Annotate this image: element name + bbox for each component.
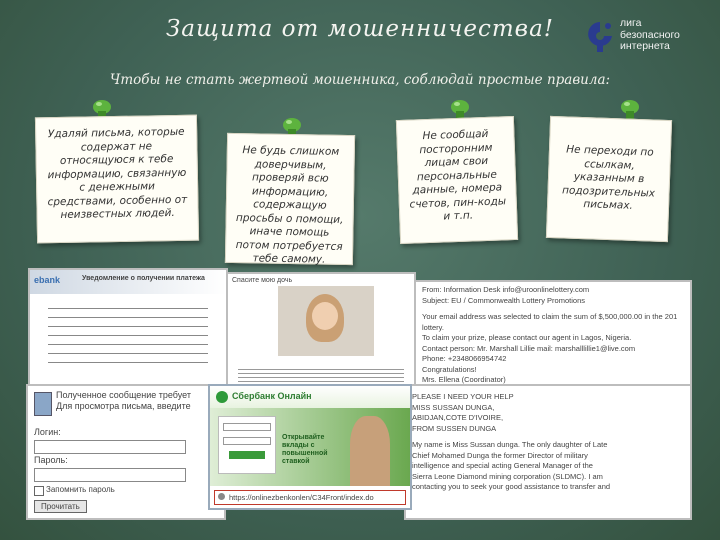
logo-text xyxy=(620,18,680,53)
help-scam-email-screenshot xyxy=(404,384,692,520)
login-label: Логин: xyxy=(34,427,61,437)
rule-note-1: Удаляй письма, которые содержат не относящуюся к тебе информацию, связанную с денежными средствами, особенно от неизвестных людей. xyxy=(35,115,199,244)
rule-note-4: Не переходи по ссылкам, указанным в подозрительных письмах. xyxy=(546,116,672,242)
logo xyxy=(584,14,694,62)
liga-logo-icon xyxy=(584,18,616,54)
page-subtitle: Чтобы не стать жертвой мошенника, соблюдай простые правила: xyxy=(109,72,611,88)
bank-letter-heading: Уведомление о получении платежа xyxy=(82,275,205,282)
phishing-url-bar[interactable] xyxy=(214,490,406,505)
lottery-email-screenshot xyxy=(414,280,692,388)
bank-letter-screenshot xyxy=(28,268,228,388)
fake-sberbank-screenshot xyxy=(208,384,412,510)
sberbank-login-box xyxy=(218,416,276,474)
login-message-line-2: Для просмотра письма, введите xyxy=(56,401,191,411)
remember-checkbox[interactable] xyxy=(34,486,44,496)
site-icon xyxy=(218,493,225,500)
logo-line-2: безопасного xyxy=(620,28,680,41)
login-input[interactable] xyxy=(34,440,186,454)
password-input[interactable] xyxy=(34,468,186,482)
photo xyxy=(278,286,374,356)
page-title: Защита от мошенничества! xyxy=(165,16,555,42)
phishing-login-screenshot xyxy=(26,384,226,520)
remember-label: Запомнить пароль xyxy=(46,485,115,494)
read-button[interactable]: Прочитать xyxy=(34,500,87,513)
lottery-email-text: From: Information Desk info@uroonlinelottery.com Subject: EU / Commonwealth Lottery Promotions Your email address was selected to claim the sum of $,500,000.00 in the 201 lottery. To claim your prize, please contact our agent in Lagos, Nigeria. Contact person: Mr. Marshall Lillie mail: marshalllillie1@live.com Phone: +2348066954742 Congratulations! Mrs. Ellena (Coordinator) xyxy=(422,285,678,384)
rule-note-3: Не сообщай посторонним лицам свои персональные данные, номера счетов, пин-коды и т.п. xyxy=(396,116,518,244)
bank-brand: ebank xyxy=(34,275,61,285)
rule-note-2: Не будь слишком доверчивым, проверяй всю информацию, содержащую просьбы о помощи, иначе помощь потом потребуется тебе самому. xyxy=(225,133,355,265)
sberbank-brand: Сбербанк Онлайн xyxy=(232,391,312,401)
photo-letter-heading: Спасите мою дочь xyxy=(232,277,293,284)
help-scam-text: PLEASE I NEED YOUR HELP MISS SUSSAN DUNGA, ABIDJAN,COTE D'IVOIRE, FROM SUSSEN DUNGA My name is Miss Sussan dunga. The only daughter of Late Chief Mohamed Dunga the former Director of military intelligence and special acting General Manager of the Sierra Leone Diamond mining corporation (SLDMC). I am contacting you to seek your good assistance to transfer and xyxy=(412,392,611,491)
promo-photo xyxy=(350,416,390,486)
logo-line-3: интернета xyxy=(620,40,670,52)
logo-line-1: лига xyxy=(620,17,642,29)
login-message-line-1: Полученное сообщение требует xyxy=(56,390,191,400)
photo-letter-screenshot xyxy=(226,272,416,392)
computer-icon xyxy=(34,392,52,416)
phishing-url: https://onlinezbenkonlen/C34Front/index.do xyxy=(229,493,374,502)
password-label: Пароль: xyxy=(34,455,68,465)
sberbank-logo-icon xyxy=(216,391,228,403)
bank-letter-body-lines xyxy=(48,304,208,368)
sberbank-promo: Открывайте вклады с повышенной ставкой xyxy=(282,434,328,465)
